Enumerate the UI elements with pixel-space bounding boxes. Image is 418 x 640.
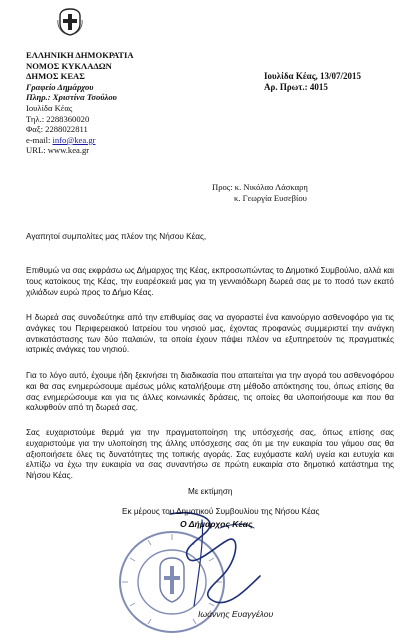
- recipient-second: κ. Γεωργία Ευσεβίου: [234, 193, 307, 203]
- header-url: URL: www.kea.gr: [26, 145, 90, 156]
- header-email-label: e-mail:: [26, 134, 53, 145]
- recipients-label: Προς:: [212, 182, 233, 192]
- letter-paragraph-1: Επιθυμώ να σας εκφράσω ως Δήμαρχος της Κέας, εκπροσωπώντας το Δημοτικό Συμβούλιο, αλλά και τους κατοίκους της Κέας, την ευαρέσκειά μας για τη γενναιόδωρη δωρεά σας με το ποσό των εκατό χιλιάδων ευρώ προς το Δήμο Κέας.: [26, 266, 394, 297]
- letter-greeting: Αγαπητοί συμπολίτες μας πλέον της Νήσου Κέας,: [26, 232, 207, 241]
- signature-name: Ιωάννης Ευαγγέλου: [198, 609, 274, 619]
- header-contact-person: Πληρ.: Χριστίνα Τσούλου: [26, 92, 117, 103]
- header-municipality: ΔΗΜΟΣ ΚΕΑΣ: [26, 71, 85, 82]
- letterhead: [26, 50, 134, 156]
- place-date: Ιουλίδα Κέας, 13/07/2015: [264, 71, 361, 81]
- document-meta: [264, 71, 361, 93]
- letter-paragraph-3: Για το λόγο αυτό, έχουμε ήδη ξεκινήσει τη διαδικασία που απαιτείται για την αγορά του ασθενοφόρου και θα σας ενημερώσουμε αμέσως μόλις καταλήξουμε στη μέθοδο απόκτησης του, όπως επίσης θα σας ενημερώσουμε και για τις άλλες κοινωνικές δράσεις, τις οποίες θα υλοποιήσουμε και που θα καλυφθούν από τη δωρεά σας.: [26, 371, 394, 413]
- protocol-number: Αρ. Πρωτ.: 4015: [264, 81, 328, 92]
- header-prefecture: ΝΟΜΟΣ ΚΥΚΛΑΔΩΝ: [26, 60, 112, 71]
- header-email-row: [26, 135, 134, 146]
- greek-emblem-icon: [57, 8, 83, 36]
- header-address: Ιουλίδα Κέας: [26, 102, 73, 113]
- header-phone: Τηλ.: 2288360020: [26, 113, 90, 124]
- signature-on-behalf: Εκ μέρους του Δημοτικού Συμβουλίου της Νήσου Κέας: [122, 507, 320, 516]
- letter-paragraph-4: Σας ευχαριστούμε θερμά για την πραγματοποίηση της υπόσχεσής σας, όπως επίσης σας ευχαριστούμε για την υλοποίηση της άλλης υπόσχεσης σας ότι με την ευκαιρία του γάμου σας θα αξιοποιήσετε όλες τις δυνατότητες της τοπικής αγοράς. Σας ευχόμαστε καλή υγεία και ευτυχία και ελπίζω να έχω την ευκαιρία να σας συναντήσω σε πρώτη ευκαιρία στο δημοτικό κατάστημα της Νήσου Κέας.: [26, 428, 394, 481]
- letter-paragraph-2: Η δωρεά σας συνοδεύτηκε από την επιθυμίας σας να αγοραστεί ένα καινούργιο ασθενοφόρο για τις ανάγκες του Περιφερειακού Ιατρείου του νησιού μας, έχοντας προφανώς συμμεριστεί την ανάγκη αντικατάστασης των δύο παλαιών, τα οποία έχουν πάψει πλέον να εξυπηρετούν τις πραγματικές ιατρικές ανάγκες του νησιού.: [26, 313, 394, 355]
- recipient-first: κ. Νικόλαο Λάσκαρη: [234, 182, 308, 192]
- header-fax: Φαξ: 2288022811: [26, 124, 88, 135]
- signature-title: Ο Δήμαρχος Κέας: [180, 519, 253, 529]
- recipients-block: [212, 182, 308, 204]
- header-email-link[interactable]: info@kea.gr: [52, 134, 96, 145]
- header-office: Γραφείο Δημάρχου: [26, 81, 94, 92]
- closing-phrase: Με εκτίμηση: [188, 487, 233, 496]
- header-country: ΕΛΛΗΝΙΚΗ ΔΗΜΟΚΡΑΤΙΑ: [26, 50, 134, 60]
